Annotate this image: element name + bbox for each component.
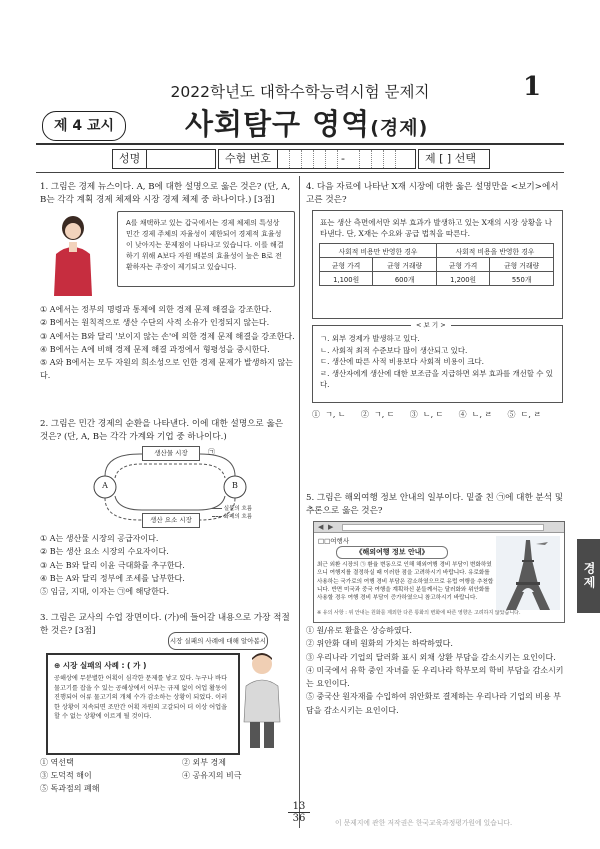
q4-data-box	[312, 210, 563, 319]
travel-website-window	[313, 521, 565, 623]
q4-box-text: 표는 생산 측면에서만 외부 효과가 발생하고 있는 X재의 시장 상황을 나타낸다. 단, X재는 수요와 공급 법칙을 따른다.	[320, 218, 553, 238]
q5-option[interactable]: ② 위안화 대비 원화의 가치는 하락하였다.	[306, 639, 453, 649]
site-title: 《해외여행 정보 안내》	[336, 546, 448, 559]
q1-option[interactable]: ④ B에서는 A에 비해 경제 문제 해결 과정에서 형평성을 중시한다.	[40, 344, 270, 354]
q5-stem: 5. 그림은 해외여행 정보 안내의 일부이다. 밑줄 친 ㉠에 대한 분석 및 추론으로 옳은 것은?	[306, 493, 564, 516]
q5-option[interactable]: ③ 우리나라 기업의 달러화 표시 외채 상환 부담을 감소시키는 요인이다.	[306, 652, 556, 662]
q2-options	[40, 532, 296, 598]
q4-table	[319, 243, 554, 286]
news-anchor-figure	[48, 214, 98, 296]
header-rule	[36, 143, 564, 145]
table-group-left: 사회적 비용만 반영한 경우	[320, 244, 437, 258]
legend-money: 화폐의 흐름	[223, 514, 253, 520]
q3-option[interactable]: ③ 도덕적 해이	[40, 771, 92, 780]
q3-option[interactable]: ⑤ 독과점의 폐해	[40, 784, 100, 793]
q2-option[interactable]: ② B는 생산 요소 시장의 수요자이다.	[40, 547, 169, 557]
teacher-figure	[240, 650, 284, 750]
news-speech-bubble: A를 채택하고 있는 갑국에서는 경제 체제의 특성상 민간 경제 주체의 자율성이 제한되어 경제적 효율성이 낮아지는 문제점이 나타나고 있습니다. 이를 해결하기 위해 A보다 자원 배분의 효율성이 높은 B로 전환하자는 주장이 제기되고 있습니다.	[117, 211, 295, 287]
subject-sub: (경제)	[370, 117, 429, 139]
table-cell: 1,200원	[436, 272, 489, 286]
exam-number-dash: -	[341, 152, 345, 165]
product-market-box: 생산물 시장	[142, 446, 200, 461]
site-name: □□여행사	[318, 537, 350, 545]
choice-label: 제 [ ] 선택	[425, 152, 476, 165]
bogi-item: ㄴ. 사회적 최적 수준보다 많이 생산되고 있다.	[320, 345, 468, 355]
table-header: 균형 가격	[320, 258, 373, 272]
bogi-title: < 보 기 >	[411, 320, 451, 329]
table-cell: 600개	[373, 272, 437, 286]
q1-option[interactable]: ② B에서는 원칙적으로 생산 수단의 사적 소유가 인정되지 않는다.	[40, 318, 270, 328]
q2-option[interactable]: ③ A는 B와 달리 이윤 극대화를 추구한다.	[40, 560, 185, 570]
q2-option[interactable]: ① A는 생산물 시장의 공급자이다.	[40, 534, 159, 543]
eiffel-tower-image	[496, 536, 560, 610]
session-badge: 제 4 교시	[42, 111, 126, 141]
flow-mark: ㉠	[208, 448, 215, 456]
subject-title	[185, 102, 428, 143]
node-b-label: B	[232, 481, 238, 490]
q4-bogi-box	[312, 321, 563, 403]
name-field[interactable]	[112, 149, 216, 169]
table-header: 균형 가격	[436, 258, 489, 272]
board-title: ⊕ 시장 실패의 사례 : ( 가 )	[54, 661, 147, 670]
site-note: ※ 유의 사항 : 위 안내는 원화를 제외한 다른 통화의 변화에 따른 영향은 고려하지 않았습니다.	[317, 610, 521, 616]
q1-options	[40, 303, 296, 383]
teacher-board	[46, 653, 240, 755]
subject-main: 사회탐구 영역	[185, 107, 371, 141]
q5-option[interactable]: ④ 미국에서 유학 중인 자녀를 둔 우리나라 학부모의 학비 부담을 감소시키는 요인이다.	[306, 665, 564, 689]
bogi-item: ㄱ. 외부 경제가 발생하고 있다.	[320, 334, 420, 343]
page-number: 1	[523, 72, 542, 102]
q5-option[interactable]: ⑤ 중국산 원자재를 수입하여 위안화로 결제하는 우리나라 기업의 비용 부담을 감소시키는 요인이다.	[306, 692, 561, 715]
q2-option[interactable]: ⑤ 임금, 지대, 이자는 ㉠에 해당한다.	[40, 587, 170, 597]
copyright-note: 이 문제지에 관한 저작권은 한국교육과정평가원에 있습니다.	[335, 819, 513, 827]
q2-stem: 2. 그림은 민간 경제의 순환을 나타낸다. 이에 대한 설명으로 옳은 것은? (단, A, B는 각각 가계와 기업 중 하나이다.)	[40, 419, 284, 442]
choice-field[interactable]	[418, 149, 490, 169]
q1-option[interactable]: ③ A에서는 B와 달리 '보이지 않는 손'에 의한 경제 문제 해결을 강조한다.	[40, 331, 295, 341]
table-cell: 550개	[490, 272, 554, 286]
q2-option[interactable]: ④ B는 A와 달리 정부에 조세를 납부한다.	[40, 573, 185, 583]
info-rule	[36, 172, 564, 173]
teacher-speech-bubble: 시장 실패의 사례에 대해 알아봅시	[168, 632, 268, 650]
q3-option[interactable]: ④ 공유지의 비극	[182, 771, 242, 780]
table-header: 균형 거래량	[490, 258, 554, 272]
q5-options	[306, 624, 568, 717]
table-group-right: 사회적 비용을 반영한 경우	[436, 244, 553, 258]
column-divider	[299, 176, 300, 828]
exam-number-label: 수험 번호	[219, 150, 278, 168]
name-label: 성명	[113, 150, 147, 168]
subject-side-tab: 경제	[577, 539, 600, 613]
site-text: 최근 외환 시장의 ㉠ 환율 변동으로 인해 해외여행 경비 부담이 변화하였으니 여행지를 결정하실 때 이러한 점을 고려하시기 바랍니다. 유로화를 사용하는 국가로의 여행 경비 부담은 감소하였으므로 유럽 여행을 추천합니다. 반면 미국과 중국 여행을 계획하신 분들께서는 달러화와 위안화를 사용할 경우 여행 경비 부담이 증가하였으니 참고하시기 바랍니다.	[317, 562, 494, 602]
table-header: 균형 거래량	[373, 258, 437, 272]
q1-option[interactable]: ① A에서는 정부의 명령과 통제에 의한 경제 문제 해결을 강조한다.	[40, 305, 272, 314]
exam-number-field[interactable]	[218, 149, 416, 169]
forward-icon[interactable]: ▶	[328, 523, 334, 531]
board-text: 공해상에 무분별한 어획이 심각한 문제를 낳고 있다. 누구나 바다 물고기를 잡을 수 있는 공해상에서 어부는 규제 없이 어업 활동이 진행되어 어류 물고기의 개체 수가 감소하는 상황이 되었다. 이러한 상황이 지속되면 조만간 어획 자원의 고갈되어 더 이상 어업을 할 수 없는 상황에 이르게 될 것이다.	[54, 675, 228, 720]
q3-option[interactable]: ① 역선택	[40, 758, 74, 767]
browser-bar	[314, 522, 564, 533]
footer-total: 36	[292, 813, 306, 824]
node-a-label: A	[102, 481, 108, 490]
exam-title: 2022학년도 대학수학능력시험 문제지	[170, 83, 430, 101]
q3-option[interactable]: ② 외부 경제	[182, 758, 226, 767]
table-cell: 1,100원	[320, 272, 373, 286]
q4-options[interactable]: ① ㄱ, ㄴ ② ㄱ, ㄷ ③ ㄴ, ㄷ ④ ㄴ, ㄹ ⑤ ㄷ, ㄹ	[312, 410, 542, 419]
bogi-item: ㄹ. 생산자에게 생산에 대한 보조금을 지급하면 외부 효과를 개선할 수 있다.	[320, 368, 553, 389]
flow-legend	[212, 505, 252, 521]
back-icon[interactable]: ◀	[318, 523, 324, 531]
footer-page-number	[288, 801, 310, 824]
bogi-item: ㄷ. 생산에 따른 사적 비용보다 사회적 비용이 크다.	[320, 357, 484, 366]
q4-stem: 4. 다음 자료에 나타난 X재 시장에 대한 옳은 설명만을 <보기>에서 고른 것은?	[306, 182, 559, 205]
legend-real: 실물의 흐름	[223, 506, 253, 512]
q3-stem: 3. 그림은 교사의 수업 장면이다. (가)에 들어갈 내용으로 가장 적절한 것은? [3점]	[40, 613, 290, 636]
footer-page: 13	[288, 801, 310, 813]
q1-stem: 1. 그림은 경제 뉴스이다. A, B에 대한 설명으로 옳은 것은? (단, A, B는 각각 계획 경제 체제와 시장 경제 체제 중 하나이다.) [3점]	[40, 182, 291, 205]
factor-market-box: 생산 요소 시장	[142, 513, 200, 528]
q1-option[interactable]: ⑤ A와 B에서는 모두 자원의 희소성으로 인한 경제 문제가 발생하지 않는다.	[40, 358, 293, 381]
address-bar[interactable]	[342, 524, 544, 531]
q5-option[interactable]: ① 원/유로 환율은 상승하였다.	[306, 626, 412, 635]
